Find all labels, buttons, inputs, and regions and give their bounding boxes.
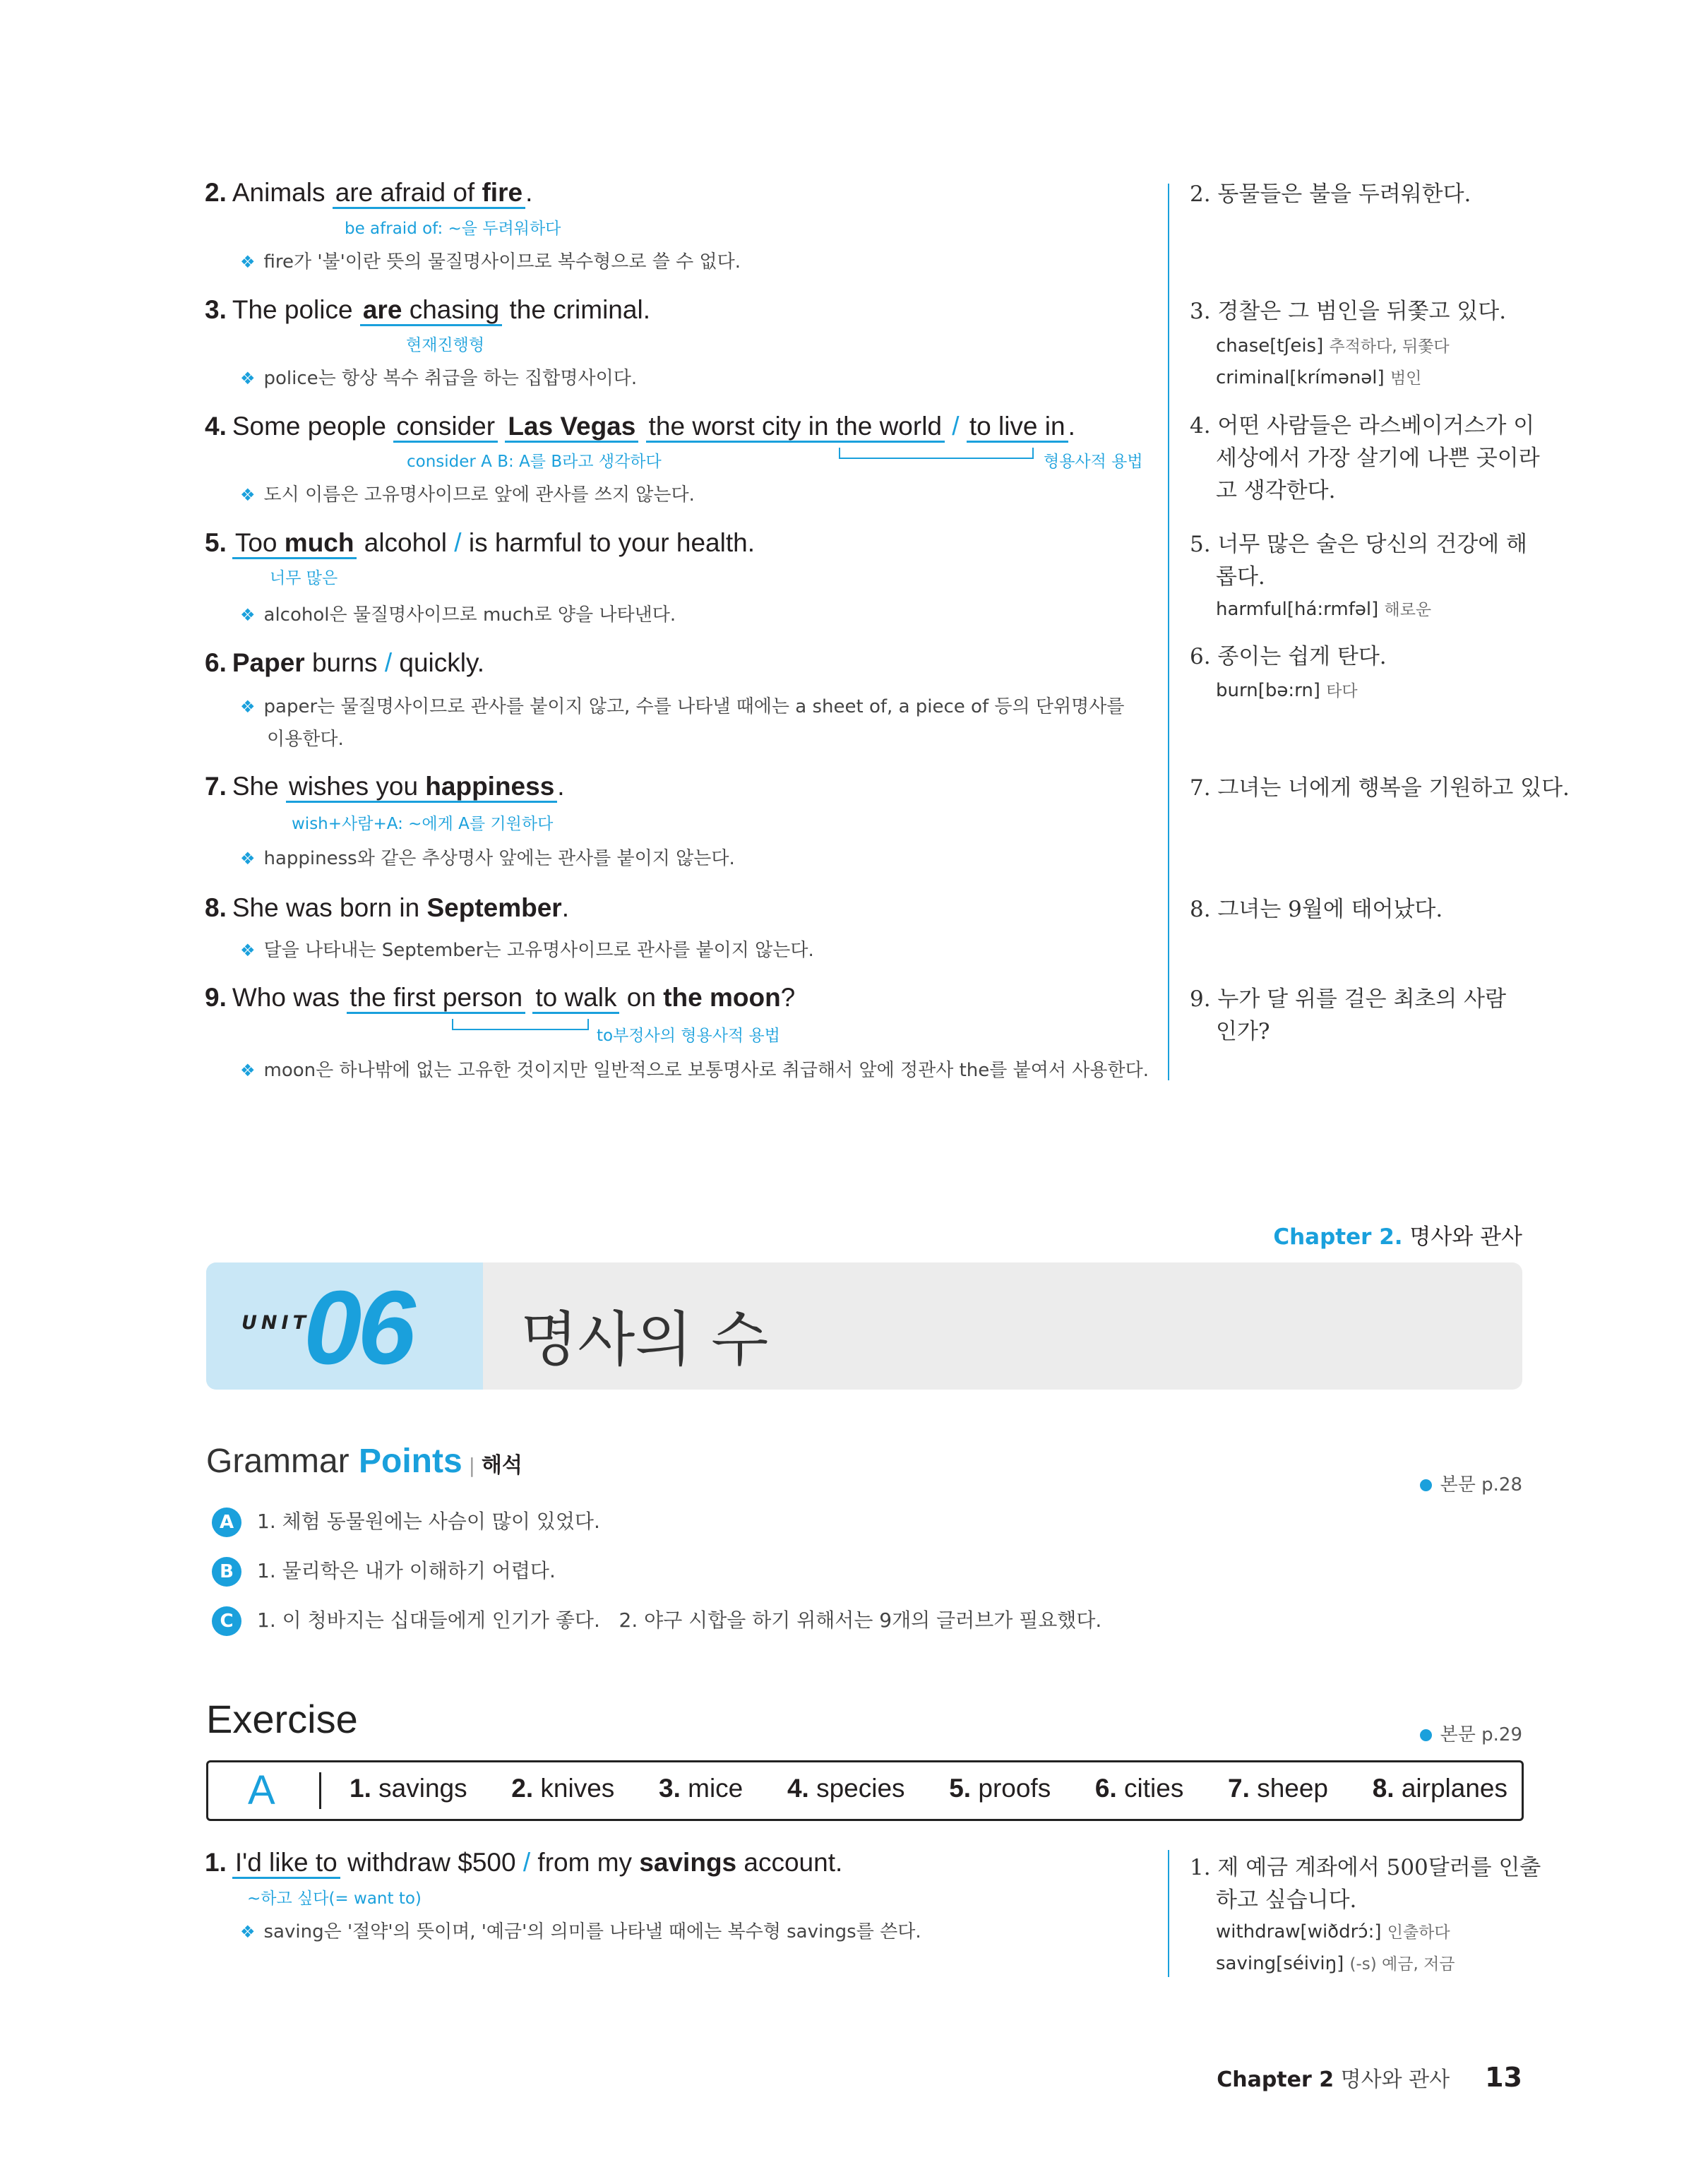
grammar-points-heading: Grammar Points | 해석 [206,1443,522,1480]
column-divider [1168,184,1169,1080]
answer-item: 5. proofs [949,1774,1051,1803]
unit-word: UNIT [241,1312,310,1334]
answer-box [206,1760,1524,1821]
bracket [839,448,1034,459]
translation: 7. 그녀는 너에게 행복을 기원하고 있다. [1190,775,1570,801]
sentence-8: 8. She was born in September. [205,893,569,922]
bullet-icon [1420,1479,1432,1491]
grammar-item-b: B 1. 물리학은 내가 이해하기 어렵다. [212,1556,556,1587]
letter-badge-c: C [212,1606,241,1636]
exercise-sentence-1: 1. I'd like to withdraw $500 / from my savings account. [205,1848,842,1878]
diamond-icon: ❖ [240,605,256,625]
bullet-icon [1420,1729,1432,1741]
answer-letter: A [248,1767,275,1813]
diamond-icon: ❖ [240,1922,256,1942]
diamond-icon: ❖ [240,1061,256,1080]
diamond-icon: ❖ [240,485,256,505]
answer-item: 4. species [787,1774,905,1803]
grammar-item-a: A 1. 체험 동물원에는 사슴이 많이 있었다. [212,1506,600,1537]
vocab: chase[tʃeis] 추적하다, 뒤쫓다 [1216,335,1450,357]
note: ❖ fire가 '불'이란 뜻의 물질명사이므로 복수형으로 쓸 수 없다. [240,251,741,273]
answer-item: 6. cities [1094,1774,1184,1803]
note: ❖ 도시 이름은 고유명사이므로 앞에 관사를 쓰지 않는다. [240,484,695,506]
translation: 6. 종이는 쉽게 탄다. [1190,644,1387,669]
vocab: burn[bə:rn] 타다 [1216,680,1358,701]
sentence-7: 7. She wishes you happiness . [205,772,565,801]
diamond-icon: ❖ [240,697,256,717]
note: ❖ 달을 나타내는 September는 고유명사이므로 관사를 붙이지 않는다. [240,940,814,961]
grammar-item-c: C 1. 이 청바지는 십대들에게 인기가 좋다. 2. 야구 시합을 하기 위해서는 9개의 글러브가 필요했다. [212,1605,1101,1636]
translation: 1. 제 예금 계좌에서 500달러를 인출 하고 싶습니다. [1190,1855,1541,1913]
answer-item: 2. knives [511,1774,615,1803]
unit-badge [206,1262,483,1390]
page-footer: Chapter 2 명사와 관사 13 [1217,2062,1522,2093]
exercise-heading: Exercise [206,1697,358,1741]
translation: 9. 누가 달 위를 걸은 최초의 사람 인가? [1190,986,1507,1044]
sentence-9: 9. Who was the first person to walk on the moon? [205,983,795,1013]
vocab: criminal[krímənəl] 범인 [1216,367,1422,388]
note: 이용한다. [267,729,344,750]
page-reference: 본문 p.28 [1420,1470,1522,1496]
sentence-2: 2. Animals are afraid of fire . [205,178,532,208]
diamond-icon: ❖ [240,941,256,960]
sentence-3: 3. The police are chasing the criminal. [205,295,650,325]
unit-title: 명사의 수 [520,1305,769,1374]
answer-item: 1. savings [350,1774,467,1803]
note: ❖ paper는 물질명사이므로 관사를 붙이지 않고, 수를 나타낼 때에는 a sheet of, a piece of 등의 단위명사를 [240,696,1125,717]
gloss: 너무 많은 [270,569,338,587]
translation: 8. 그녀는 9월에 태어났다. [1190,897,1443,922]
gloss: be afraid of: ~을 두려워하다 [345,220,561,238]
gloss: consider A B: A를 B라고 생각하다 [407,453,662,471]
letter-badge-b: B [212,1557,241,1587]
diamond-icon: ❖ [240,252,256,272]
vocab: harmful[há:rmfəl] 해로운 [1216,599,1432,620]
sentence-5: 5. Too much alcohol / is harmful to your health. [205,528,755,558]
diamond-icon: ❖ [240,369,256,388]
note: ❖ happiness와 같은 추상명사 앞에는 관사를 붙이지 않는다. [240,848,735,869]
answer-item: 3. mice [659,1774,743,1803]
column-divider [1168,1850,1169,1977]
sentence-4: 4. Some people consider Las Vegas the worst city in the world / to live in . [205,412,1075,441]
translation: 2. 동물들은 불을 두려워한다. [1190,181,1471,207]
bracket [452,1019,589,1030]
answer-divider [319,1772,321,1809]
translation: 5. 너무 많은 술은 당신의 건강에 해 롭다. [1190,532,1527,590]
vocab: withdraw[wiðdrɔ́:] 인출하다 [1216,1921,1450,1942]
gloss: to부정사의 형용사적 용법 [597,1027,780,1045]
diamond-icon: ❖ [240,849,256,868]
gloss: wish+사람+A: ~에게 A를 기원하다 [292,815,554,833]
unit-banner [206,1262,1522,1390]
gloss: 현재진행형 [406,336,485,354]
page-reference: 본문 p.29 [1420,1720,1522,1746]
note: ❖ moon은 하나밖에 없는 고유한 것이지만 일반적으로 보통명사로 취급해서 앞에 정관사 the를 붙여서 사용한다. [240,1060,1149,1081]
answer-list [350,1774,1507,1803]
vocab: saving[séiviŋ] (-s) 예금, 저금 [1216,1953,1455,1974]
page-number: 13 [1485,2062,1522,2093]
answer-item: 8. airplanes [1372,1774,1507,1803]
unit-number: 06 [304,1270,412,1386]
translation: 3. 경찰은 그 범인을 뒤쫓고 있다. [1190,299,1507,324]
note: ❖ alcohol은 물질명사이므로 much로 양을 나타낸다. [240,604,676,626]
letter-badge-a: A [212,1508,241,1537]
translation: 4. 어떤 사람들은 라스베이거스가 이 세상에서 가장 살기에 나쁜 곳이라 고 생각한다. [1190,413,1540,503]
sentence-6: 6. Paper burns / quickly. [205,648,485,677]
chapter-label: Chapter 2. 명사와 관사 [1273,1224,1522,1250]
note: ❖ police는 항상 복수 취급을 하는 집합명사이다. [240,368,638,389]
note: ❖ saving은 '절약'의 뜻이며, '예금'의 의미를 나타낼 때에는 복수형 savings를 쓴다. [240,1921,921,1942]
gloss: 형용사적 용법 [1044,453,1143,471]
gloss: ~하고 싶다(= want to) [247,1890,422,1908]
answer-item: 7. sheep [1228,1774,1328,1803]
